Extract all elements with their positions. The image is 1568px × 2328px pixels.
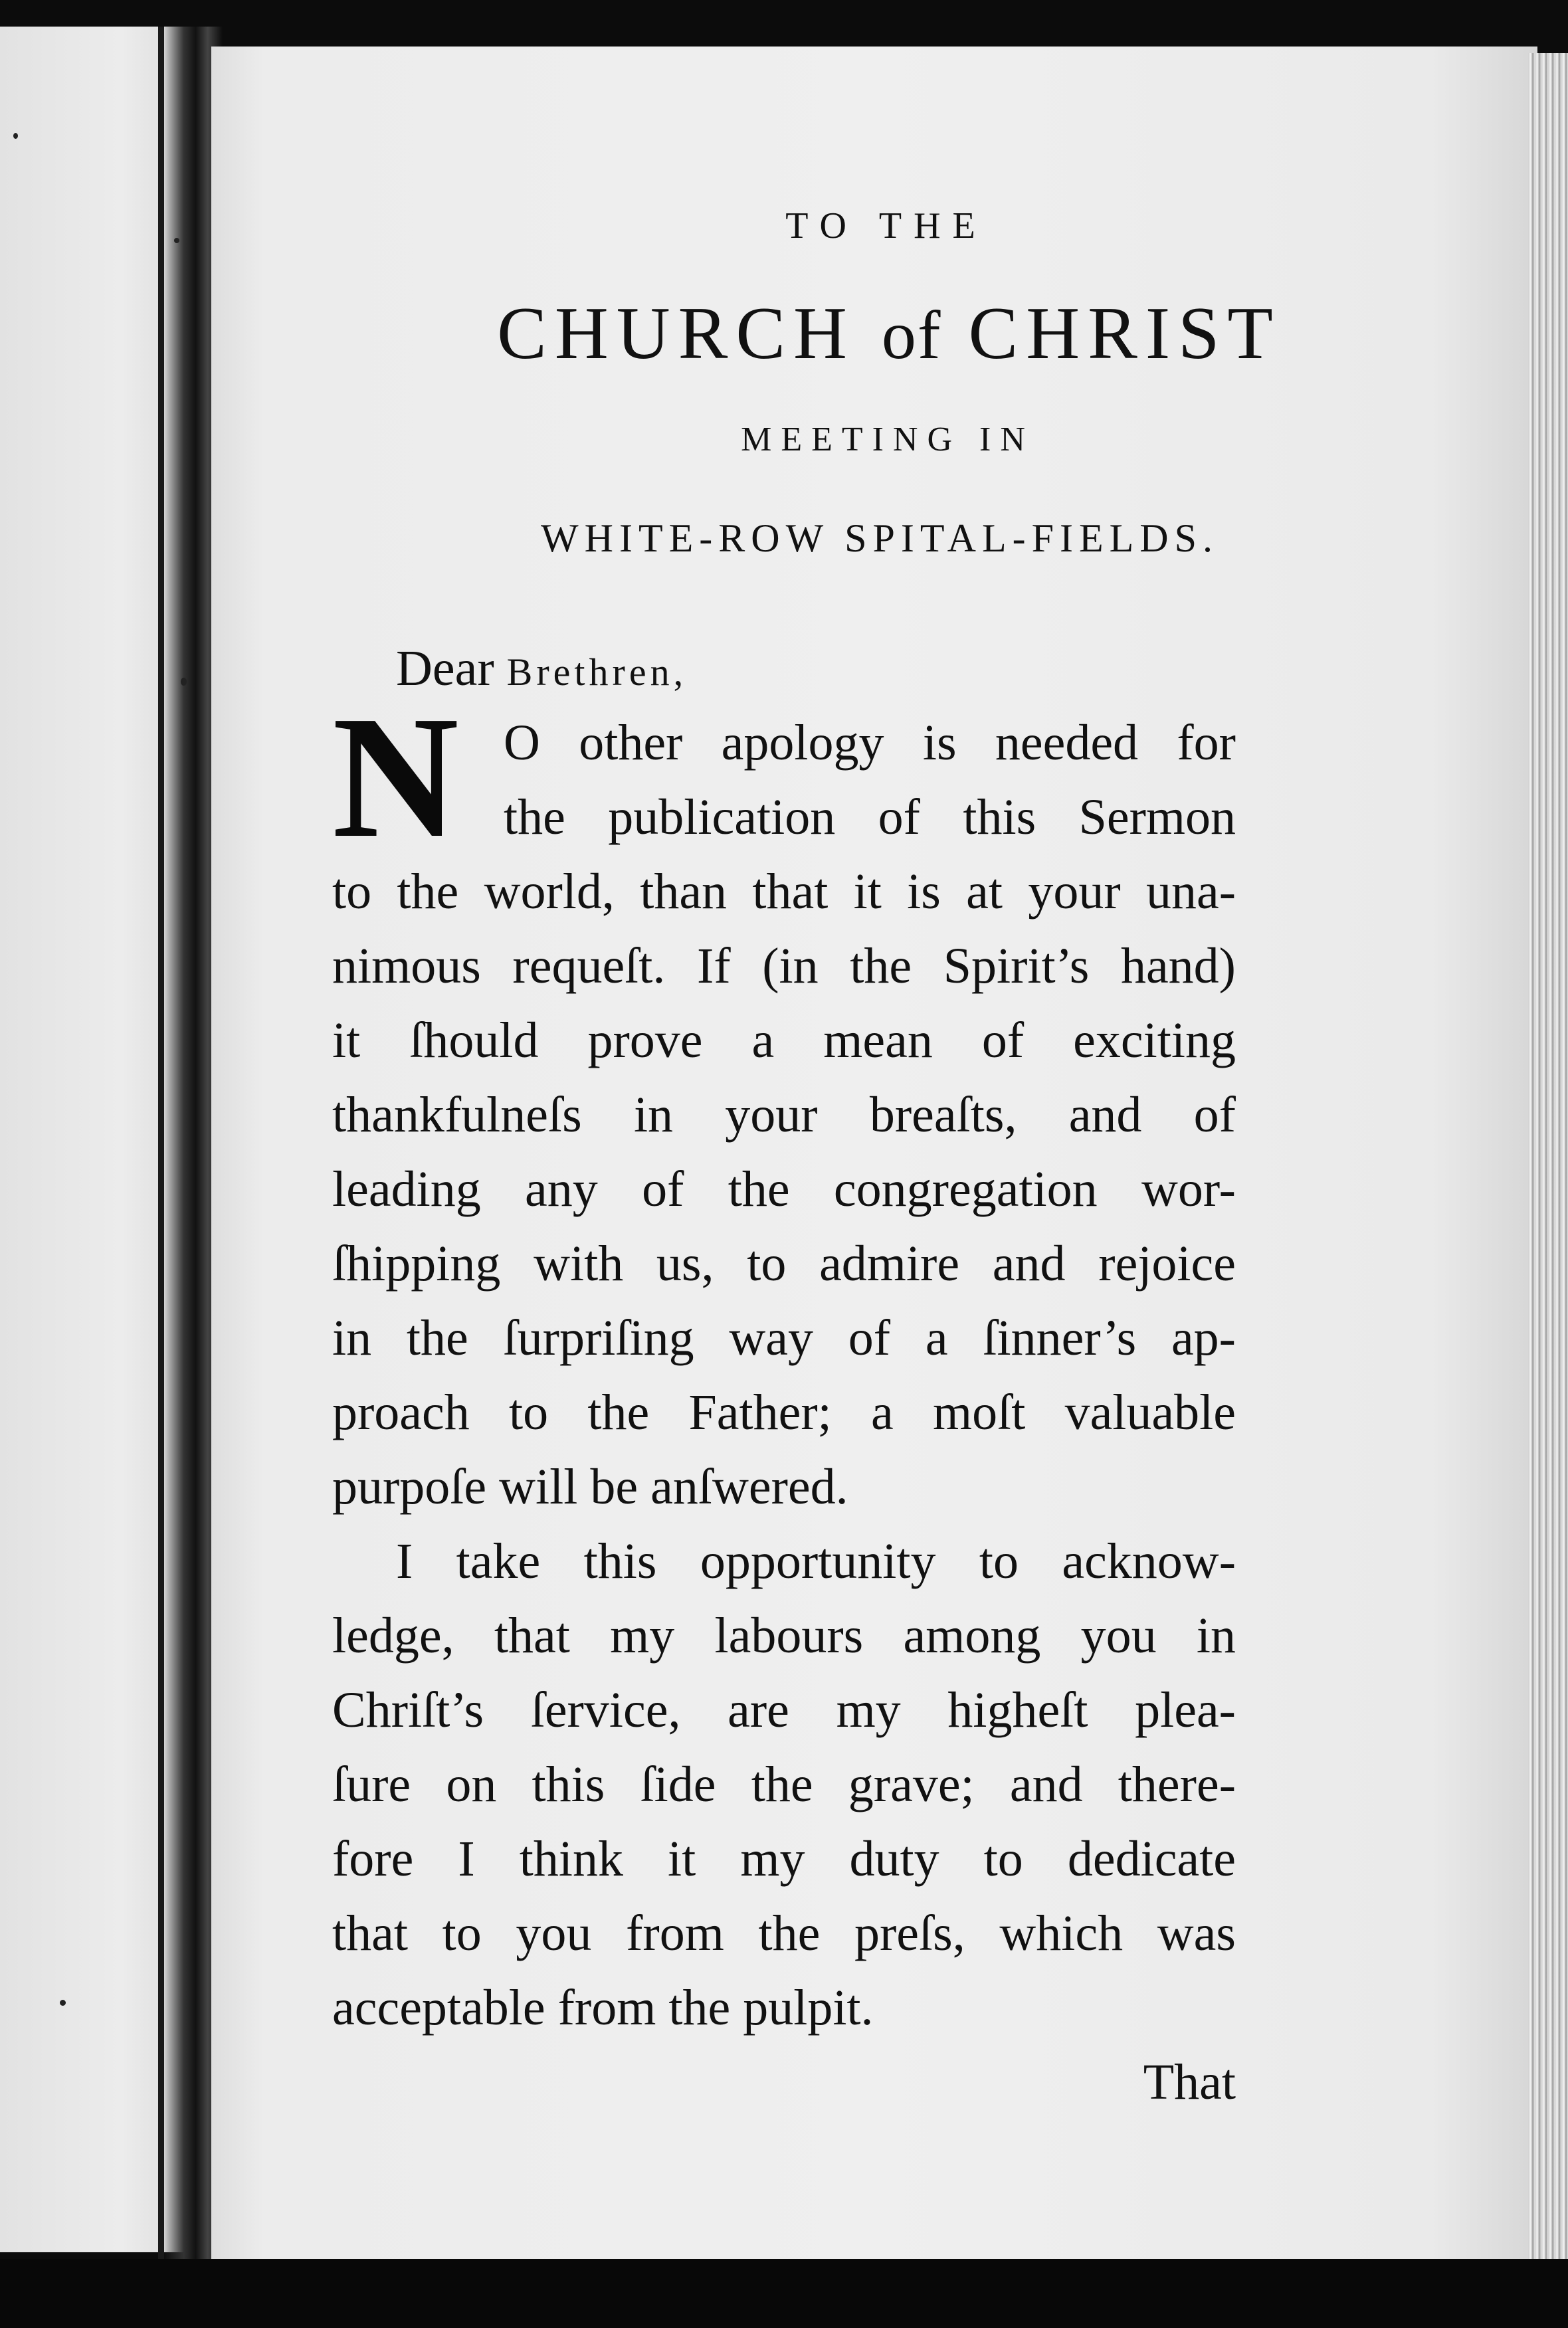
text-line: the publication of this Sermon — [504, 789, 1236, 845]
heading-church-word: CHURCH — [497, 292, 855, 375]
text-line: that to you from the preſs, which was — [332, 1905, 1236, 1961]
text-line: purpoſe will be anſwered. — [332, 1459, 848, 1515]
gutter-line — [158, 27, 164, 2259]
heading-of-word: of — [881, 297, 942, 373]
ink-speck — [13, 133, 18, 139]
ink-speck — [60, 2000, 66, 2006]
text-line: O other apology is needed for — [504, 715, 1236, 771]
text-line: ledge, that my labours among you in — [332, 1608, 1236, 1664]
text-line: ſure on this ſide the grave; and there- — [332, 1757, 1236, 1812]
text-line: it ſhould prove a mean of exciting — [332, 1013, 1236, 1068]
heading-christ-word: CHRIST — [968, 292, 1281, 375]
heading-to-the: TO THE — [785, 205, 987, 246]
text-line: thankfulneſs in your breaſts, and of — [332, 1087, 1236, 1143]
ink-speck — [174, 238, 179, 243]
salutation-dear: Dear — [396, 640, 494, 696]
salutation-brethren: Brethren, — [506, 650, 688, 694]
dedication-body — [332, 631, 1236, 2119]
text-line: proach to the Father; a moſt valuable — [332, 1385, 1236, 1440]
catchword: That — [1143, 2054, 1236, 2110]
heading-meeting-in: MEETING IN — [741, 421, 1034, 458]
book-block-edge — [1528, 53, 1568, 2272]
text-line: acceptable from the pulpit. — [332, 1980, 874, 2036]
scan-border-bottom — [0, 2259, 1568, 2328]
text-line: I take this opportunity to acknow- — [396, 1533, 1236, 1589]
salutation — [332, 631, 1236, 706]
text-line: Chriſt’s ſervice, are my higheſt plea- — [332, 1682, 1236, 1738]
heading-church-of-christ — [211, 291, 1552, 377]
text-line: leading any of the congregation wor- — [332, 1161, 1236, 1217]
text-line: nimous requeſt. If (in the Spirit’s hand) — [332, 938, 1236, 994]
text-line: fore I think it my duty to dedicate — [332, 1831, 1236, 1887]
text-line: to the world, than that it is at your una- — [332, 864, 1236, 920]
ink-speck — [181, 678, 187, 686]
drop-cap: N — [332, 680, 459, 874]
text-line: in the ſurpriſing way of a ſinner’s ap- — [332, 1310, 1236, 1366]
text-line: ſhipping with us, to admire and rejoice — [332, 1236, 1236, 1292]
heading-location: WHITE-ROW SPITAL-FIELDS. — [541, 516, 1219, 560]
